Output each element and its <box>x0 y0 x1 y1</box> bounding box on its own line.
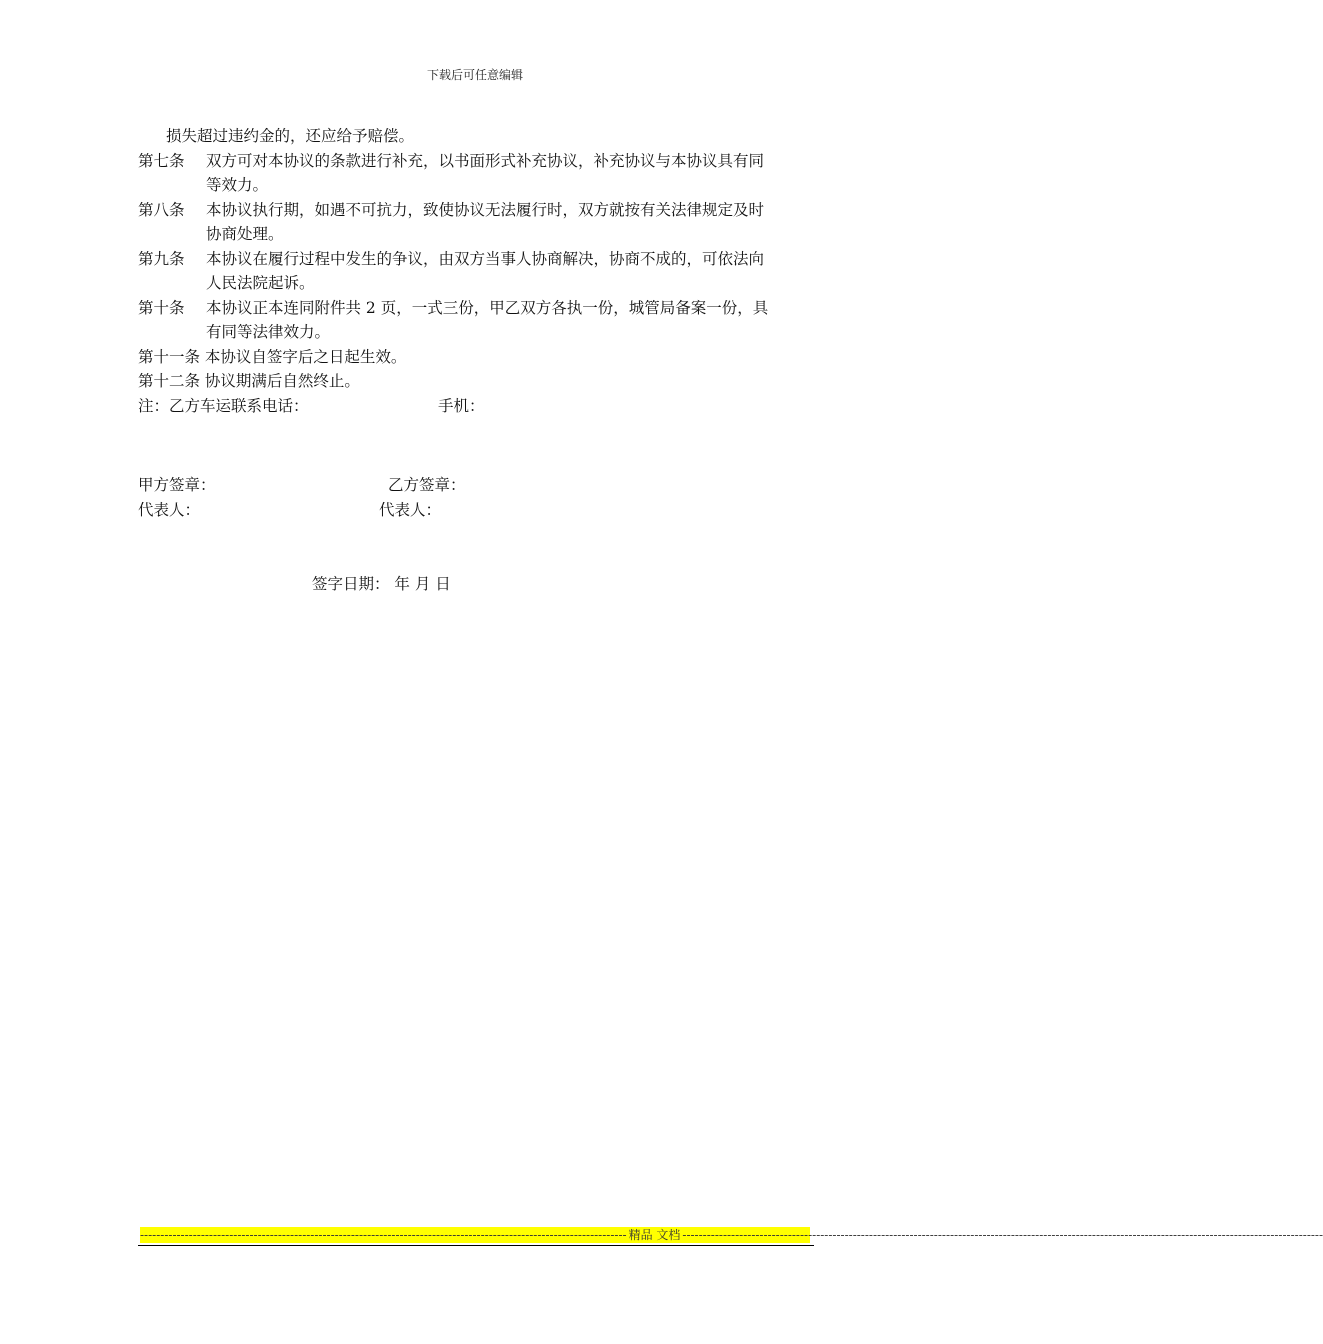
rep-a-label: 代表人： <box>138 500 201 519</box>
article-8 <box>138 198 818 247</box>
document-body <box>138 124 818 418</box>
article-line-2: 人民法院起诉。 <box>206 274 315 292</box>
article-9 <box>138 247 818 296</box>
signature-block <box>138 473 466 522</box>
representative-row <box>138 498 466 523</box>
footer-dashes-left: ------------------------------------------------------------------------------------------------------------------------ <box>140 1228 627 1242</box>
footer-dashes-right: -------------------------------------------------------------------------------------------------------------------------------------------------------------- <box>682 1228 1323 1242</box>
article-12: 第十二条 协议期满后自然终止。 <box>138 372 360 390</box>
contact-note <box>138 394 818 419</box>
article-10 <box>138 296 818 345</box>
header-note: 下载后可任意编辑 <box>426 68 523 82</box>
article-line-2: 等效力。 <box>206 176 269 194</box>
rep-b-label: 代表人： <box>379 500 442 519</box>
article-number: 第十条 <box>138 298 185 317</box>
article-line-1: 双方可对本协议的条款进行补充，以书面形式补充协议，补充协议与本协议具有同 <box>206 151 765 170</box>
mobile-label: 手机： <box>438 396 485 415</box>
article-text <box>206 247 818 296</box>
article-number: 第七条 <box>138 151 185 170</box>
article-text <box>206 198 818 247</box>
article-line-1: 本协议正本连同附件共 2 页，一式三份，甲乙双方各执一份，城管局备案一份，具 <box>206 298 769 317</box>
party-b-sign-label: 乙方签章： <box>388 476 466 494</box>
article-number: 第八条 <box>138 200 185 219</box>
article-text <box>206 296 818 345</box>
article-line-1: 本协议执行期，如遇不可抗力，致使协议无法履行时，双方就按有关法律规定及时 <box>206 200 765 219</box>
article-11: 第十一条 本协议自签字后之日起生效。 <box>138 347 407 366</box>
article-number: 第九条 <box>138 249 185 268</box>
article-line-2: 有同等法律效力。 <box>206 323 331 341</box>
party-a-sign-label: 甲方签章： <box>138 476 216 494</box>
footer-banner <box>140 1227 1323 1243</box>
footer-label: 精品 文档 <box>628 1228 681 1242</box>
article-line-2: 协商处理。 <box>206 225 284 243</box>
continuation-line: 损失超过违约金的，还应给予赔偿。 <box>166 127 415 145</box>
phone-label: 注：乙方车运联系电话： <box>138 396 309 415</box>
article-line-1: 本协议在履行过程中发生的争议，由双方当事人协商解决，协商不成的，可依法向 <box>206 249 765 268</box>
footer-rule <box>138 1245 814 1246</box>
article-7 <box>138 149 818 198</box>
sign-date: 签字日期： 年 月 日 <box>312 575 451 593</box>
sign-row <box>138 473 466 498</box>
article-text <box>206 149 818 198</box>
